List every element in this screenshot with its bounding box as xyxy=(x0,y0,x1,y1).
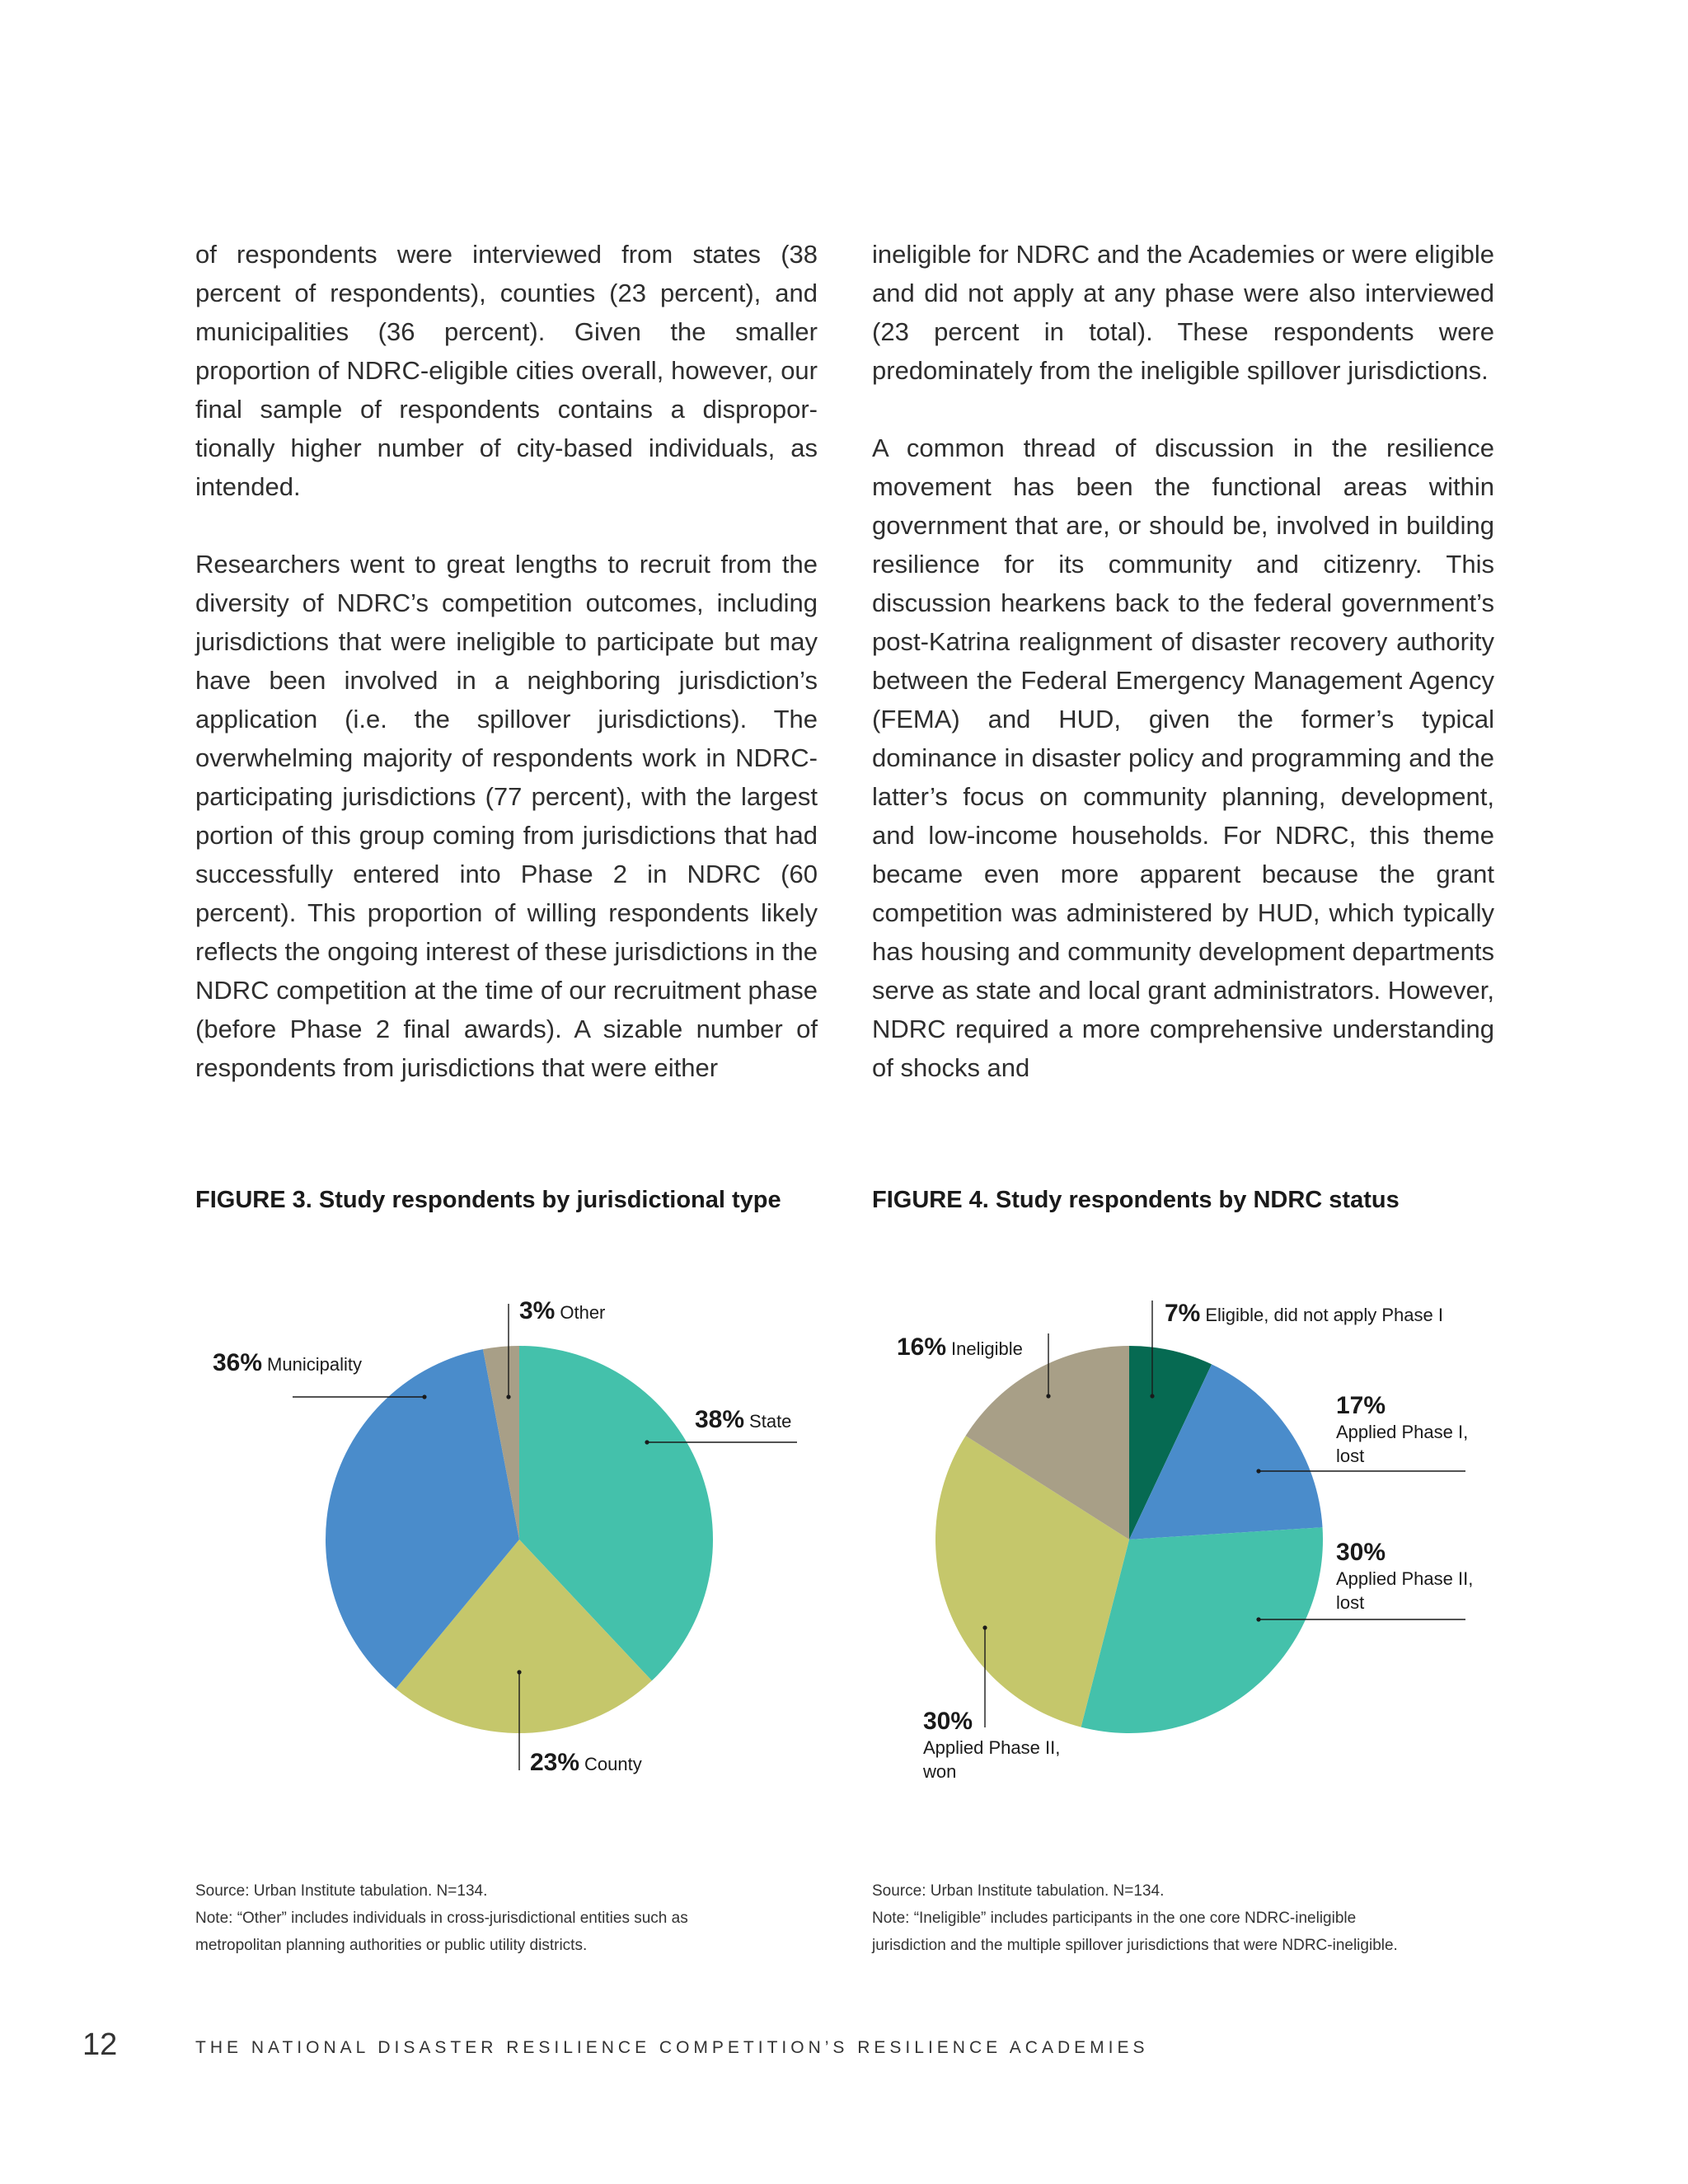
slice-percent: 3% xyxy=(519,1297,556,1324)
slice-label-ineligible xyxy=(897,1333,1023,1361)
slice-category: Other xyxy=(560,1302,606,1323)
figure4-note-line: jurisdiction and the multiple spillover jurisdictions that were NDRC-ineligible. xyxy=(872,1937,1398,1954)
figure4-title: FIGURE 4. Study respondents by NDRC status xyxy=(872,1187,1400,1213)
figure3-source: Source: Urban Institute tabulation. N=134. xyxy=(195,1882,488,1900)
leader-dot-eligible-did-not-apply-phase-i xyxy=(1150,1394,1154,1398)
slice-category-line: won xyxy=(923,1761,957,1782)
figure4-pie-chart xyxy=(897,1300,1473,1782)
slice-label-applied-phase-i-lost xyxy=(1336,1392,1386,1419)
slice-category-line: Applied Phase II, xyxy=(1336,1568,1474,1589)
figure4-note-line: Note: “Ineligible” includes participants in the one core NDRC-ineligible xyxy=(872,1910,1357,1927)
slice-label-eligible-did-not-apply-phase-i xyxy=(1165,1300,1443,1327)
slice-category: Ineligible xyxy=(951,1338,1023,1359)
slice-percent: 38% xyxy=(695,1406,745,1433)
leader-dot-applied-phase-ii-won xyxy=(982,1625,987,1629)
slice-label-county xyxy=(530,1749,642,1776)
slice-label-municipality xyxy=(213,1349,362,1376)
body-paragraph: Researchers went to great lengths to recruit from the diversity of NDRC’s competition outcomes, including jurisdictions that were ineligible to participate but may have been involved in a neighboring jurisdiction’s application (i.e. the spillover jurisdictions). The overwhelming majority of respondents work in NDRC-participating jurisdictions (77 percent), with the largest portion of this group coming from jurisdictions that had successfully entered into Phase 2 in NDRC (60 percent). This proportion of willing respondents likely reflects the ongoing interest of these jurisdictions in the NDRC competition at the time of our recruitment phase (before Phase 2 final awards). A sizable number of respondents from jurisdictions that were either xyxy=(195,550,818,1082)
slice-percent: 17% xyxy=(1336,1392,1386,1419)
slice-category: Eligible, did not apply Phase I xyxy=(1205,1305,1443,1325)
leader-dot-applied-phase-ii-lost xyxy=(1256,1617,1260,1621)
leader-dot-state xyxy=(645,1440,649,1444)
figure4-source: Source: Urban Institute tabulation. N=134. xyxy=(872,1882,1165,1900)
body-paragraph: A common thread of discussion in the resilience movement has been the functional areas within government that are, or should be, involved in building resilience for its community and citizenry. This discussion hearkens back to the federal government’s post-Katrina realignment of disaster recovery authority between the Federal Emergency Management Agency (FEMA) and HUD, given the former’s typical dominance in disaster policy and programming and the latter’s focus on community planning, development, and low-income households. For NDRC, this theme became even more apparent because the grant competition was administered by HUD, which typically has housing and community development departments serve as state and local grant administrators. However, NDRC required a more comprehensive understanding of shocks and xyxy=(872,434,1494,1082)
leader-dot-county xyxy=(517,1670,521,1674)
page-number: 12 xyxy=(82,2027,118,2062)
figure4-notes xyxy=(872,1877,1515,1959)
figure3-notes xyxy=(195,1877,838,1959)
figure3-pie-chart xyxy=(213,1297,797,1776)
slice-category-line: Applied Phase II, xyxy=(923,1737,1061,1758)
slice-label-state xyxy=(695,1406,791,1433)
slice-percent: 30% xyxy=(1336,1539,1386,1566)
slice-category: State xyxy=(749,1411,792,1432)
slice-percent: 30% xyxy=(923,1708,973,1735)
slice-label-applied-phase-ii-lost xyxy=(1336,1539,1386,1566)
figure3-title: FIGURE 3. Study respondents by jurisdictional type xyxy=(195,1187,781,1213)
leader-dot-applied-phase-i-lost xyxy=(1256,1469,1260,1473)
slice-category: Municipality xyxy=(267,1354,362,1375)
running-footer-title: THE NATIONAL DISASTER RESILIENCE COMPETITION’S RESILIENCE ACADEMIES xyxy=(195,2038,1149,2057)
slice-label-applied-phase-ii-won xyxy=(923,1708,973,1735)
body-paragraph: ineligible for NDRC and the Academies or were eligible and did not apply at any phase were also interviewed (23 percent in total). These respondents were predominately from the ineligible spillover jurisdictions. xyxy=(872,240,1494,385)
slice-percent: 16% xyxy=(897,1333,947,1361)
slice-percent: 23% xyxy=(530,1749,580,1776)
figure3-note-line: metropolitan planning authorities or public utility districts. xyxy=(195,1937,588,1954)
leader-dot-municipality xyxy=(422,1394,426,1399)
slice-label-other xyxy=(519,1297,605,1324)
slice-category-line: lost xyxy=(1336,1592,1365,1613)
slice-category-line: lost xyxy=(1336,1446,1365,1466)
leader-dot-other xyxy=(506,1394,510,1399)
slice-category: County xyxy=(584,1754,642,1774)
body-paragraph: of respondents were interviewed from states (38 percent of respondents), counties (23 percent), and municipalities (36 percent). Given the smaller proportion of NDRC-eligible cities overall, however, our final sample of respondents contains a dispropor-tionally higher number of city-based individuals, as intended. xyxy=(195,240,818,501)
slice-category-line: Applied Phase I, xyxy=(1336,1422,1469,1442)
slice-percent: 36% xyxy=(213,1349,263,1376)
leader-dot-ineligible xyxy=(1046,1394,1050,1398)
slice-percent: 7% xyxy=(1165,1300,1201,1327)
figure3-note-line: Note: “Other” includes individuals in cross-jurisdictional entities such as xyxy=(195,1910,688,1927)
